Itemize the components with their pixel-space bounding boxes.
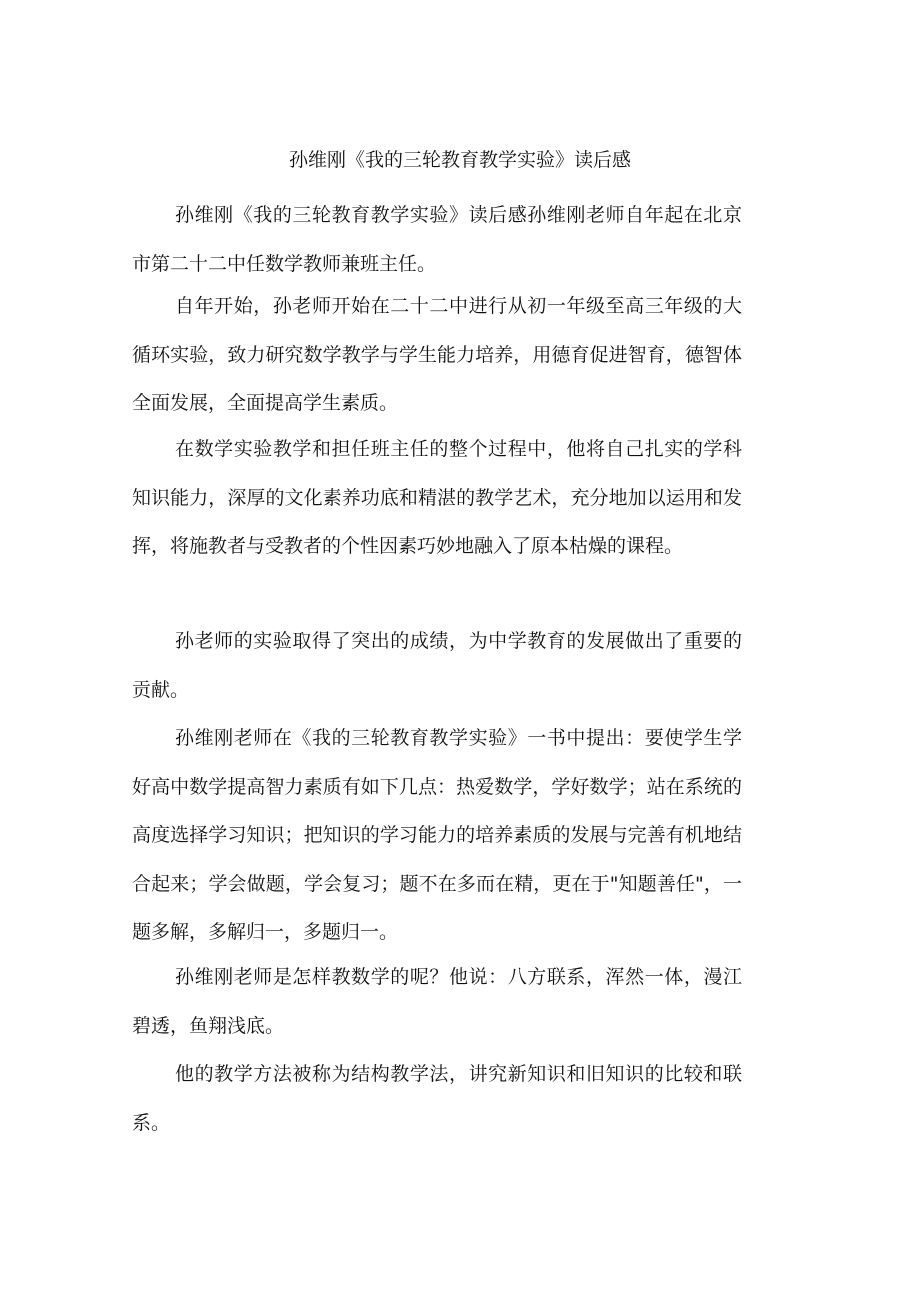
paragraph-achievement: 孙老师的实验取得了突出的成绩，为中学教育的发展做出了重要的贡献。 bbox=[132, 630, 742, 701]
paragraph-intro: 孙维刚《我的三轮教育教学实验》读后感孙维刚老师自年起在北京市第二十二中任数学教师兼班主任。 bbox=[132, 204, 742, 275]
paragraph-book-points: 孙维刚老师在《我的三轮教育教学实验》一书中提出：要使学生学好高中数学提高智力素质有如下几点：热爱数学，学好数学；站在系统的高度选择学习知识；把知识的学习能力的培养素质的发展与完善有机地结合起来；学会做题，学会复习；题不在多而在精，更在于"知题善任"，一题多解，多解归一，多题归一。 bbox=[132, 727, 742, 943]
document-title: 孙维刚《我的三轮教育教学实验》读后感 bbox=[288, 149, 631, 171]
paragraph-experiment: 自年开始，孙老师开始在二十二中进行从初一年级至高三年级的大循环实验，致力研究数学教学与学生能力培养，用德育促进智育，德智体全面发展，全面提高学生素质。 bbox=[132, 295, 742, 414]
paragraph-teaching-process: 在数学实验教学和担任班主任的整个过程中，他将自己扎实的学科知识能力，深厚的文化素养功底和精湛的教学艺术，充分地加以运用和发挥，将施教者与受教者的个性因素巧妙地融入了原本枯燥的课程。 bbox=[132, 438, 742, 557]
paragraph-how-to-teach: 孙维刚老师是怎样教数学的呢？他说：八方联系，浑然一体，漫江碧透，鱼翔浅底。 bbox=[132, 966, 742, 1037]
paragraph-teaching-method: 他的教学方法被称为结构教学法，讲究新知识和旧知识的比较和联系。 bbox=[132, 1063, 742, 1134]
